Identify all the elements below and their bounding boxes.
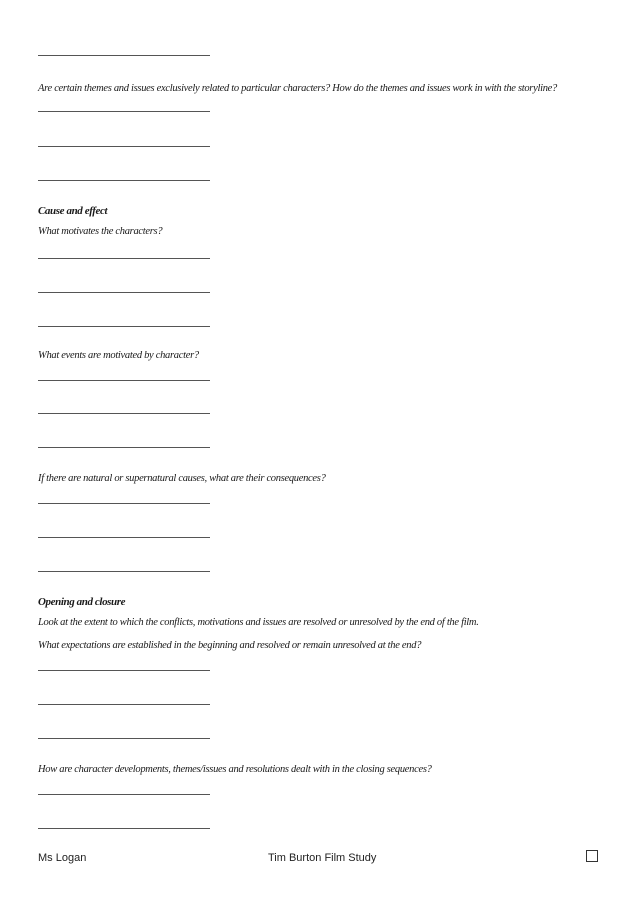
answer-line[interactable]: [38, 447, 210, 448]
answer-line[interactable]: [38, 111, 210, 112]
footer-author: Ms Logan: [38, 852, 87, 864]
answer-line[interactable]: [38, 380, 210, 381]
answer-line[interactable]: [38, 326, 210, 327]
question-extent: Look at the extent to which the conflicts, motivations and issues are resolved or unresolved by the end of the film.: [38, 617, 479, 628]
answer-line[interactable]: [38, 794, 210, 795]
answer-line[interactable]: [38, 258, 210, 259]
checkbox[interactable]: [586, 850, 598, 862]
question-expectations: What expectations are established in the beginning and resolved or remain unresolved at the end?: [38, 640, 422, 651]
answer-line[interactable]: [38, 704, 210, 705]
question-motivates: What motivates the characters?: [38, 226, 163, 237]
answer-line[interactable]: [38, 180, 210, 181]
heading-opening-closure: Opening and closure: [38, 596, 126, 608]
answer-line[interactable]: [38, 571, 210, 572]
question-natural-causes: If there are natural or supernatural causes, what are their consequences?: [38, 473, 326, 484]
heading-cause-effect: Cause and effect: [38, 205, 108, 217]
answer-line[interactable]: [38, 738, 210, 739]
footer-title: Tim Burton Film Study: [268, 852, 377, 864]
answer-line[interactable]: [38, 828, 210, 829]
question-closing: How are character developments, themes/issues and resolutions dealt with in the closing sequences?: [38, 764, 432, 775]
question-events: What events are motivated by character?: [38, 350, 199, 361]
answer-line[interactable]: [38, 55, 210, 56]
answer-line[interactable]: [38, 537, 210, 538]
answer-line[interactable]: [38, 146, 210, 147]
answer-line[interactable]: [38, 670, 210, 671]
answer-line[interactable]: [38, 413, 210, 414]
answer-line[interactable]: [38, 503, 210, 504]
question-themes-characters: Are certain themes and issues exclusively related to particular characters? How do the themes and issues work in with the storyline?: [38, 83, 557, 94]
answer-line[interactable]: [38, 292, 210, 293]
